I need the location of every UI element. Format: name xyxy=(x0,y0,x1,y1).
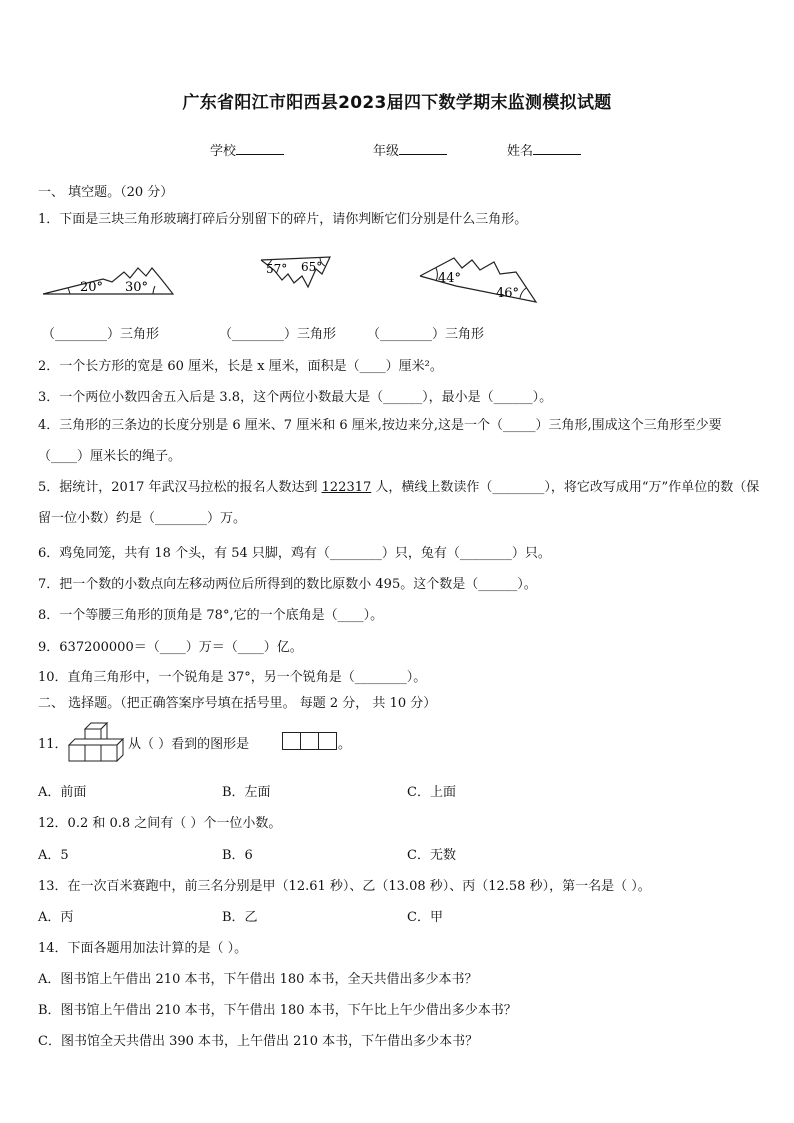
angle-label-46: 46° xyxy=(496,286,520,301)
three-square-view xyxy=(282,732,338,750)
question-8: 8．一个等腰三角形的顶角是 78°,它的一个底角是（____）。 xyxy=(38,608,384,623)
question-5-part2: 人，横线上数读作（________），将它改写成用“万”作单位的数（保留一位小数）约是（________）万。 xyxy=(38,480,760,526)
q12-option-c: C．无数 xyxy=(407,848,456,863)
q11-option-a: A．前面 xyxy=(38,785,87,800)
q11-option-b: B．左面 xyxy=(222,785,271,800)
q13-option-a: A．丙 xyxy=(38,910,74,925)
school-blank xyxy=(236,141,284,155)
question-1: 1．下面是三块三角形玻璃打碎后分别留下的碎片，请你判断它们分别是什么三角形。 xyxy=(38,212,528,227)
question-5 xyxy=(38,472,760,534)
q13-option-c: C．甲 xyxy=(407,910,443,925)
question-3: 3．一个两位小数四舍五入后是 3.8，这个两位小数最大是（______），最小是（______）。 xyxy=(38,390,553,405)
q13-option-b: B．乙 xyxy=(222,910,258,925)
school-field xyxy=(210,140,284,159)
question-5-part1: 5．据统计，2017 年武汉马拉松的报名人数达到 xyxy=(38,480,322,495)
question-7: 7．把一个数的小数点向左移动两位后所得到的数比原数小 495。这个数是（______）。 xyxy=(38,577,537,592)
angle-label-44: 44° xyxy=(438,271,462,286)
page-title: 广东省阳江市阳西县2023届四下数学期末监测模拟试题 xyxy=(182,93,612,113)
angle-label-65: 65° xyxy=(301,260,323,274)
angle-label-57: 57° xyxy=(266,262,288,276)
question-11-end: 。 xyxy=(338,737,352,752)
triangle-fragment-2 xyxy=(258,254,334,292)
q1-answer-2: （________）三角形 xyxy=(219,327,337,342)
name-field xyxy=(507,140,581,159)
school-label: 学校 xyxy=(210,144,237,159)
question-2: 2．一个长方形的宽是 60 厘米，长是 x 厘米，面积是（____）厘米²。 xyxy=(38,359,443,374)
grade-label: 年级 xyxy=(373,144,400,159)
q1-answer-1: （________）三角形 xyxy=(42,327,160,342)
grade-blank xyxy=(399,141,447,155)
name-label: 姓名 xyxy=(507,144,534,159)
question-4: 4．三角形的三条边的长度分别是 6 厘米、7 厘米和 6 厘米,按边来分,这是一个（_____）三角形,围成这个三角形至少要（____）厘米长的绳子。 xyxy=(38,418,722,464)
underlined-number: 122317 xyxy=(321,480,372,495)
triangle-fragment-1 xyxy=(40,262,176,298)
question-14: 14．下面各题用加法计算的是（ ）。 xyxy=(38,941,248,956)
angle-label-20: 20° xyxy=(80,280,104,295)
cube-stack-figure xyxy=(67,722,129,762)
angle-label-30: 30° xyxy=(125,280,149,295)
question-10: 10．直角三角形中，一个锐角是 37°，另一个锐角是（________）。 xyxy=(38,670,427,685)
q14-option-a: A．图书馆上午借出 210 本书，下午借出 180 本书，全天共借出多少本书？ xyxy=(38,972,478,987)
question-11-text: 从（ ）看到的图形是 xyxy=(128,737,250,752)
question-11-number: 11． xyxy=(38,737,68,752)
q11-option-c: C．上面 xyxy=(407,785,456,800)
q12-option-b: B．6 xyxy=(222,848,253,863)
q14-option-c: C．图书馆全天共借出 390 本书，上午借出 210 本书，下午借出多少本书？ xyxy=(38,1034,479,1049)
q1-answer-3: （________）三角形 xyxy=(367,327,485,342)
triangle-fragment-3 xyxy=(418,254,540,306)
question-12: 12．0.2 和 0.8 之间有（ ）个一位小数。 xyxy=(38,816,282,831)
question-9: 9．637200000＝（____）万＝（____）亿。 xyxy=(38,640,303,655)
question-6: 6．鸡兔同笼，共有 18 个头，有 54 只脚，鸡有（________）只，兔有（________）只。 xyxy=(38,546,551,561)
section2-heading: 二、 选择题。（把正确答案序号填在括号里。 每题 2 分， 共 10 分） xyxy=(38,696,437,711)
name-blank xyxy=(533,141,581,155)
section1-heading: 一、 填空题。（20 分） xyxy=(38,185,174,200)
q12-option-a: A．5 xyxy=(38,848,69,863)
q14-option-b: B．图书馆上午借出 210 本书，下午借出 180 本书，下午比上午少借出多少本书？ xyxy=(38,1003,517,1018)
question-13: 13．在一次百米赛跑中，前三名分别是甲（12.61 秒）、乙（13.08 秒）、丙（12.58 秒），第一名是（ ）。 xyxy=(38,879,651,894)
grade-field xyxy=(373,140,447,159)
